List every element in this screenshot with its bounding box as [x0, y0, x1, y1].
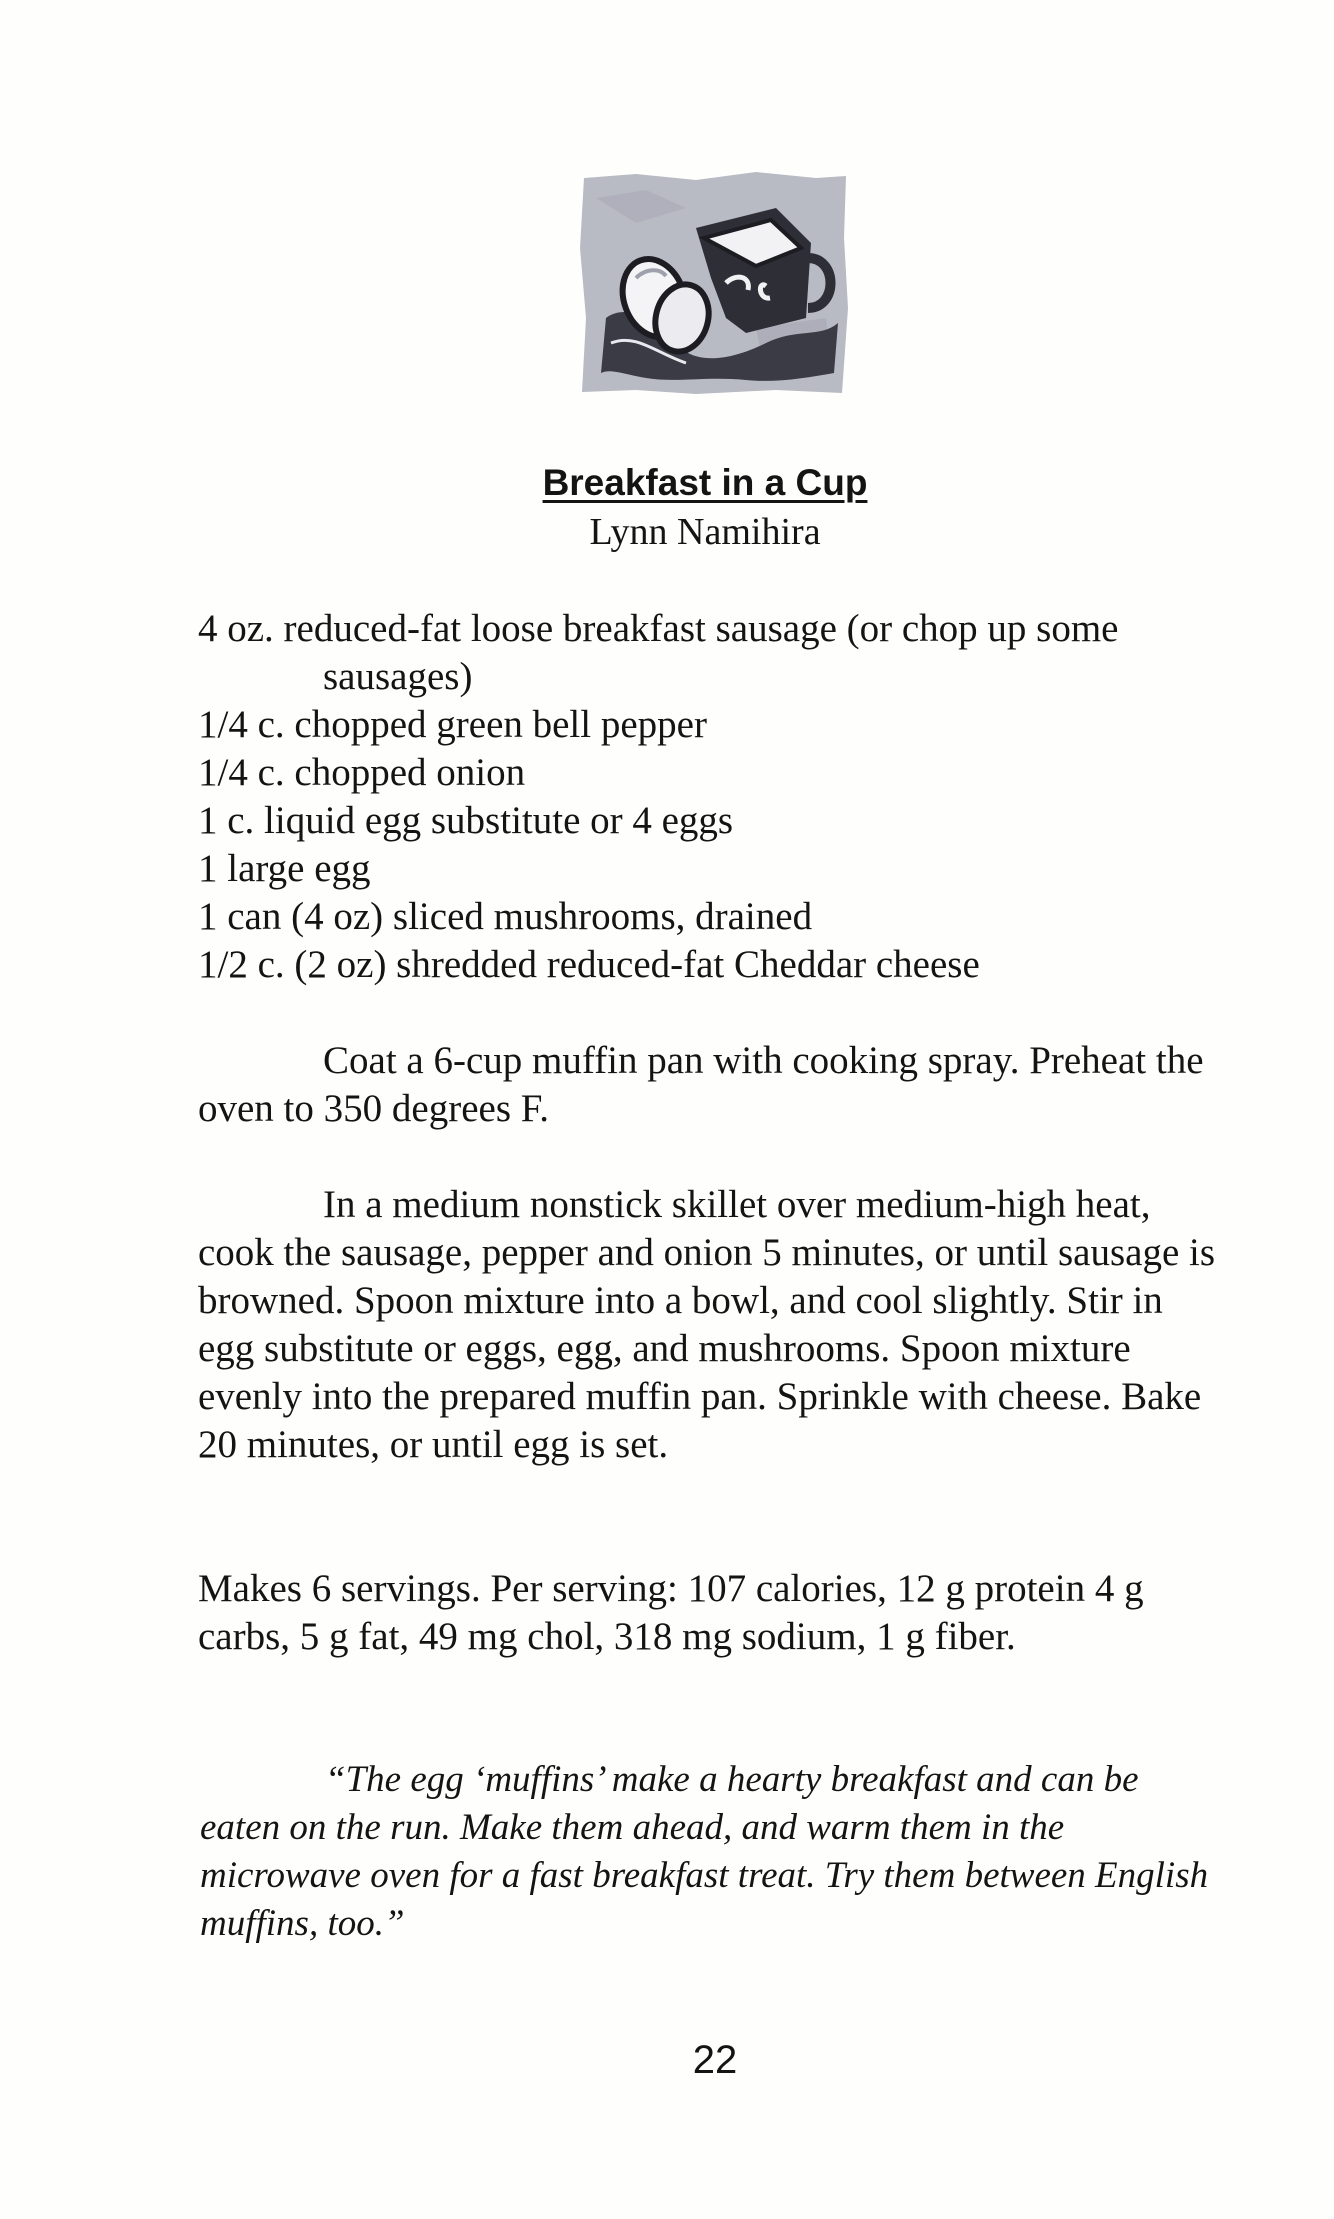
direction-step-1: Coat a 6-cup muffin pan with cooking spray. Preheat the oven to 350 degrees F. [198, 1039, 1204, 1130]
ingredient-item: 1/4 c. chopped green bell pepper [198, 703, 707, 746]
page-number: 22 [692, 2038, 738, 2082]
recipe-title: Breakfast in a Cup [542, 462, 868, 503]
ingredient-item: 1 large egg [198, 847, 371, 890]
ingredient-item: 1 c. liquid egg substitute or 4 eggs [198, 799, 734, 842]
direction-step-2: In a medium nonstick skillet over medium-high heat, cook the sausage, pepper and onion 5 minutes, or until sausage is browned. Spoon mixture into a bowl, and cool slightly. Stir in egg substitute or eggs, egg, and mushrooms. Spoon mixture evenly into the prepared muffin pan. Sprinkle with cheese. Bake 20 minutes, or until egg is set. [198, 1183, 1216, 1466]
ingredient-item: 4 oz. reduced-fat loose breakfast sausage (or chop up some sausages) [198, 607, 1119, 698]
ingredient-item: 1/2 c. (2 oz) shredded reduced-fat Cheddar cheese [198, 943, 980, 986]
eggs-and-cup-icon [576, 168, 856, 398]
recipe-author: Lynn Namihira [589, 511, 821, 553]
ingredient-list [198, 605, 1228, 989]
ingredient-item: 1/4 c. chopped onion [198, 751, 526, 794]
recipe-quote: “The egg ‘muffins’ make a hearty breakfast and can be eaten on the run. Make them ahead, and warm them in the microwave oven for a fast breakfast treat. Try them between English muffins, too.” [200, 1759, 1209, 1944]
nutrition-info: Makes 6 servings. Per serving: 107 calories, 12 g protein 4 g carbs, 5 g fat, 49 mg chol, 318 mg sodium, 1 g fiber. [198, 1567, 1144, 1658]
ingredient-item: 1 can (4 oz) sliced mushrooms, drained [198, 895, 813, 938]
